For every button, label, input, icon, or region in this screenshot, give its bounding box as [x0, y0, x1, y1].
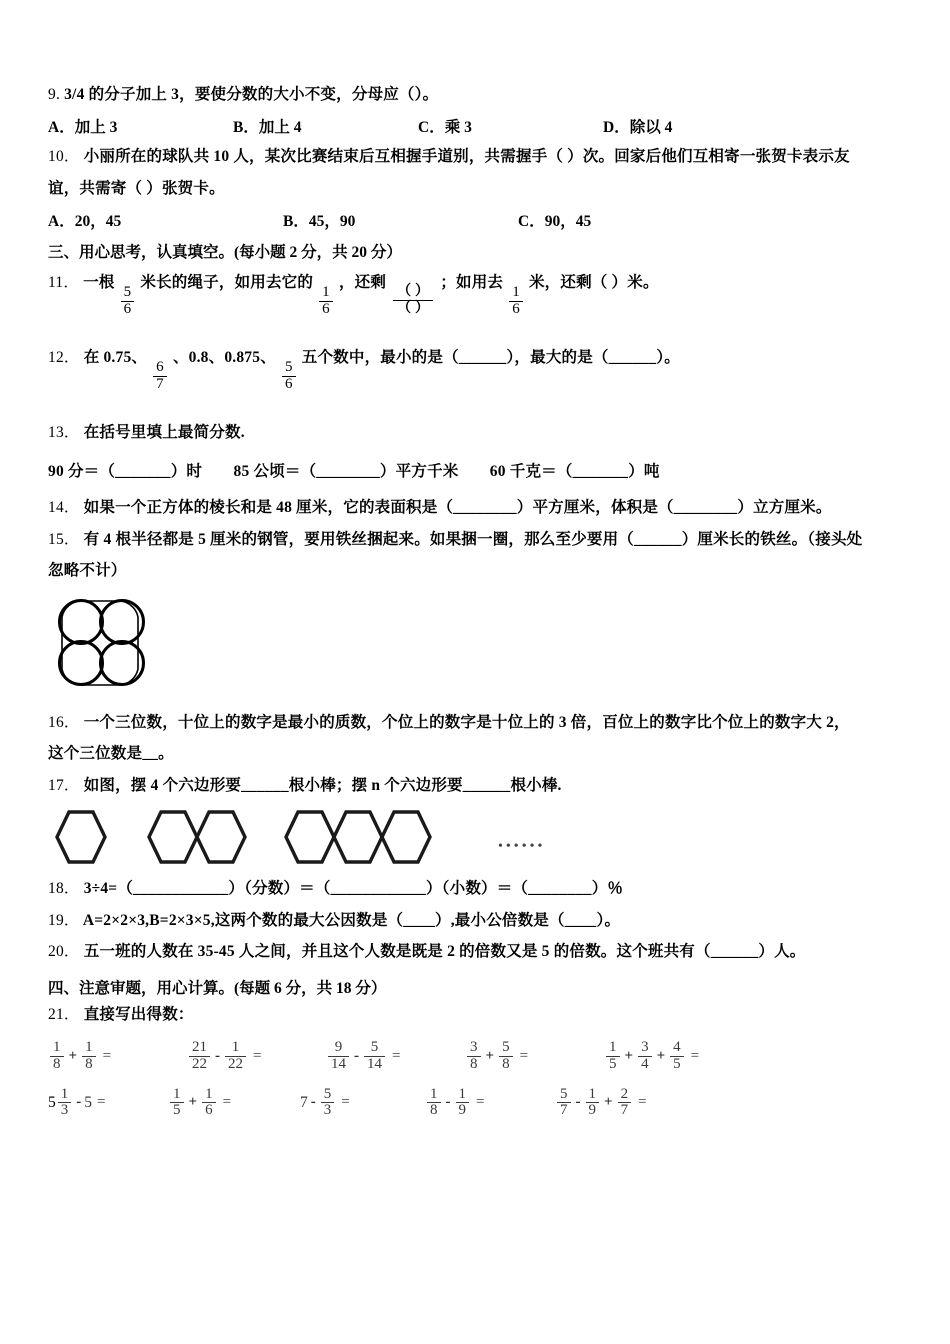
fraction-numerator: 1: [53, 1039, 61, 1056]
question-9-text: 3/4 的分子加上 3，要使分数的大小不变，分母应（）。: [64, 86, 439, 103]
question-12-number: 12．: [48, 349, 80, 367]
fraction-denominator: 5: [670, 1056, 684, 1073]
fraction-denominator: 8: [50, 1056, 64, 1073]
question-18-text[interactable]: 3÷4=（____________）（分数）＝（____________）（小数）＝（________）％: [83, 880, 624, 898]
blank-fraction-numerator: （ ）: [397, 284, 430, 300]
fraction-denominator: 14: [364, 1056, 385, 1073]
fraction-denominator: 9: [586, 1102, 600, 1119]
option-10-c-label: C．: [518, 213, 545, 231]
plus-operator: +: [604, 1094, 613, 1111]
fraction-numerator: 1: [231, 1039, 240, 1056]
fraction-3-8: [467, 1040, 481, 1073]
calculation-exercises: [48, 1040, 916, 1119]
question-12-part1: 在 0.75、: [83, 349, 148, 367]
four-circles-svg: [54, 597, 146, 689]
option-9-d[interactable]: [603, 115, 672, 137]
mixed-number: [48, 1087, 73, 1120]
fraction-denominator: 9: [456, 1102, 470, 1119]
whole-number: 5: [84, 1093, 92, 1111]
fraction-numerator: 21: [192, 1039, 207, 1056]
question-12-part3: 五个数中，最小的是（______），最大的是（______）。: [301, 349, 680, 367]
plus-operator: +: [68, 1047, 78, 1064]
fraction-denominator: 6: [282, 376, 296, 393]
fraction-5-3: [321, 1087, 335, 1120]
question-19-number: 19．: [48, 911, 80, 929]
option-10-c-text: 90，45: [544, 213, 592, 231]
question-11-part3: ，还剩: [338, 274, 387, 292]
fraction-9-14: [328, 1040, 349, 1073]
option-10-a[interactable]: [48, 209, 283, 231]
fraction-numerator: 1: [430, 1085, 438, 1102]
calculation-expression[interactable]: [604, 1040, 699, 1073]
fraction-denominator: 7: [557, 1102, 571, 1119]
circle-top-right: [101, 600, 144, 643]
question-10-number: 10．: [48, 148, 80, 166]
fraction-numerator: 1: [609, 1039, 617, 1056]
fraction-numerator: 1: [85, 1039, 93, 1056]
question-18: [48, 878, 916, 900]
question-21: [48, 1004, 916, 1026]
minus-operator: -: [76, 1094, 82, 1111]
four-circles-figure: [54, 597, 916, 694]
question-11-part4: ；如用去: [440, 274, 504, 292]
option-9-d-text: 除以 4: [629, 119, 673, 137]
option-10-b-label: B．: [283, 213, 309, 231]
fraction-4-5: [670, 1040, 684, 1073]
fraction-denominator: 6: [121, 301, 135, 318]
fraction-5-7: [557, 1087, 571, 1120]
calculation-expression[interactable]: [465, 1040, 604, 1073]
fraction-numerator: 1: [205, 1085, 213, 1102]
equals-sign: =: [341, 1094, 350, 1111]
question-18-number: 18．: [48, 880, 80, 898]
minus-operator: -: [575, 1094, 581, 1111]
fraction-denominator: 3: [321, 1102, 335, 1119]
plus-operator: +: [656, 1047, 666, 1064]
question-20-number: 20．: [48, 943, 80, 961]
circle-bottom-right: [101, 641, 144, 684]
hexagon-1: [57, 812, 105, 862]
question-21-number: 21．: [48, 1005, 80, 1023]
option-9-c-text: 乘 3: [444, 119, 472, 137]
question-12: [48, 347, 916, 392]
fraction-denominator: 5: [606, 1056, 620, 1073]
fraction-5-6-q12: [282, 360, 296, 393]
question-9-options: [48, 115, 916, 137]
fraction-numerator: 6: [156, 358, 164, 375]
question-20: [48, 941, 916, 963]
plus-operator: +: [624, 1047, 634, 1064]
fraction-denominator: 8: [427, 1102, 441, 1119]
question-14-number: 14．: [48, 499, 80, 517]
question-15-line2: 忽略不计）: [48, 562, 127, 580]
fraction-1-8: [82, 1040, 96, 1073]
question-14: [48, 497, 916, 519]
circle-top-left: [60, 600, 103, 643]
fraction-1-6-a: [319, 285, 333, 318]
question-16-number: 16．: [48, 713, 80, 731]
fraction-21-22: [189, 1040, 210, 1073]
fraction-6-7: [153, 360, 167, 393]
fraction-1-6: [202, 1087, 216, 1120]
question-19: [48, 910, 916, 932]
fraction-denominator: 22: [189, 1056, 210, 1073]
question-9: [48, 84, 916, 106]
equals-sign: =: [392, 1047, 401, 1064]
option-9-a[interactable]: [48, 115, 233, 137]
fraction-numerator: 5: [560, 1085, 568, 1102]
fraction-denominator: 7: [618, 1102, 632, 1119]
hexagon-2: [197, 812, 245, 862]
question-16-line2: 这个三位数是__。: [48, 745, 174, 763]
blank-fraction-denominator: （ ）: [393, 300, 433, 316]
hexagon-group-3: [283, 806, 436, 868]
question-17: [48, 775, 916, 797]
fraction-denominator: 6: [319, 301, 333, 318]
fraction-5-6: [121, 285, 135, 318]
question-19-text[interactable]: A=2×2×3,B=2×3×5,这两个数的最大公因数是（____）,最小公倍数是（____）。: [82, 911, 621, 929]
calculation-expression[interactable]: [187, 1040, 326, 1073]
fraction-denominator: 3: [58, 1102, 72, 1119]
exam-content: [48, 84, 916, 1125]
fraction-numerator: 4: [673, 1039, 681, 1056]
section-3-heading: 三、用心思考，认真填空。(每小题 2 分，共 20 分）: [48, 244, 402, 262]
calculation-expression[interactable]: [48, 1040, 187, 1073]
question-16-text-line1: 一个三位数，十位上的数字是最小的质数，个位上的数字是十位上的 3 倍，百位上的数字比个位上的数字大 2，: [83, 713, 850, 731]
fraction-denominator: 7: [153, 376, 167, 393]
hexagon-group-2: [146, 806, 251, 868]
sequence-ellipsis: ••••••: [498, 839, 546, 855]
question-17-text: 如图，摆 4 个六边形要______根小棒；摆 n 个六边形要______根小棒.: [83, 776, 562, 794]
question-15-line1: [48, 529, 916, 551]
fraction-denominator: 8: [82, 1056, 96, 1073]
question-15-text-line1: 有 4 根半径都是 5 厘米的钢管，要用铁丝捆起来。如果捆一圈，那么至少要用（______）厘米长的铁丝。（接头处: [83, 530, 863, 548]
fraction-numerator: 1: [458, 1085, 466, 1102]
equals-sign: =: [519, 1047, 529, 1064]
minus-operator: -: [215, 1047, 220, 1064]
equals-sign: =: [97, 1094, 106, 1111]
fraction-2-7: [618, 1087, 632, 1120]
fraction-numerator: 2: [620, 1085, 629, 1102]
minus-operator: -: [310, 1094, 316, 1111]
fraction-numerator: 1: [60, 1085, 69, 1102]
question-16-line1: [48, 712, 916, 734]
fraction-numerator: 5: [323, 1085, 332, 1102]
fraction-numerator: 1: [588, 1085, 596, 1102]
option-9-b-label: B．: [233, 119, 259, 137]
option-9-a-label: A．: [48, 119, 75, 137]
fraction-denominator: 5: [170, 1102, 184, 1119]
option-9-a-text: 加上 3: [74, 119, 118, 137]
calculation-row-1: [48, 1040, 916, 1073]
fraction-1-9: [456, 1087, 470, 1120]
fraction-numerator: 5: [370, 1039, 379, 1056]
calculation-row-2: [48, 1087, 916, 1120]
equals-sign: =: [638, 1094, 647, 1111]
equals-sign: =: [476, 1094, 485, 1111]
fraction-1-5: [170, 1087, 184, 1120]
question-21-text: 直接写出得数：: [83, 1005, 194, 1023]
option-10-b[interactable]: [283, 209, 518, 231]
question-11-part1: 一根: [83, 274, 115, 292]
minus-operator: -: [445, 1094, 451, 1111]
fraction-numerator: 5: [123, 283, 132, 300]
option-9-c-label: C．: [418, 119, 445, 137]
hexagon-3: [382, 812, 430, 862]
fraction-numerator: 5: [502, 1039, 510, 1056]
fraction-1-22: [225, 1040, 246, 1073]
calculation-expression[interactable]: [555, 1087, 647, 1120]
option-10-c[interactable]: [518, 209, 591, 231]
fraction-denominator: 14: [328, 1056, 349, 1073]
plus-operator: +: [188, 1094, 198, 1111]
fraction-denominator: 22: [225, 1056, 246, 1073]
fraction-5-14: [364, 1040, 385, 1073]
option-10-a-text: 20，45: [74, 213, 122, 231]
option-10-a-label: A．: [48, 213, 75, 231]
fraction-1-8: [50, 1040, 64, 1073]
question-14-text: 如果一个正方体的棱长和是 48 厘米，它的表面积是（________）平方厘米，体积是（________）立方厘米。: [83, 499, 832, 517]
whole-number: 7: [300, 1093, 308, 1111]
question-11-part2: 米长的绳子，如用去它的: [140, 274, 314, 292]
question-13: [48, 422, 916, 444]
fraction-denominator: 8: [499, 1056, 513, 1073]
question-11-part5: 米，还剩（ ）米。: [528, 274, 659, 292]
equals-sign: =: [690, 1047, 700, 1064]
option-9-c[interactable]: [418, 115, 603, 137]
minus-operator: -: [354, 1047, 359, 1064]
question-11: [48, 272, 916, 317]
question-10-text-line1: 小丽所在的球队共 10 人，某次比赛结束后互相握手道别，共需握手（ ）次。回家后他们互相寄一张贺卡表示友: [83, 148, 850, 166]
fraction-3-4: [638, 1040, 652, 1073]
question-9-number: 9.: [48, 86, 61, 103]
option-9-b[interactable]: [233, 115, 418, 137]
fraction-denominator: 6: [202, 1102, 216, 1119]
fraction-1-3: [58, 1087, 72, 1120]
calculation-expression[interactable]: [326, 1040, 465, 1073]
hexagon-1: [286, 812, 334, 862]
fraction-numerator: 1: [322, 283, 330, 300]
question-13-line2[interactable]: 90 分＝（_______）时 85 公顷＝（________）平方千米 60 千克＝（_______）吨: [48, 462, 660, 480]
fraction-numerator: 1: [512, 283, 520, 300]
question-13-text: 在括号里填上最简分数.: [83, 424, 245, 442]
option-10-b-text: 45，90: [308, 213, 356, 231]
question-10-line2: 谊，共需寄（ ）张贺卡。: [48, 179, 225, 197]
hexagon-group-1: [54, 806, 114, 868]
equals-sign: =: [222, 1094, 232, 1111]
question-11-number: 11．: [48, 274, 80, 292]
fraction-numerator: 3: [641, 1039, 649, 1056]
fraction-denominator: 4: [638, 1056, 652, 1073]
fraction-5-8: [499, 1040, 513, 1073]
section-4-heading: 四、注意审题，用心计算。(每题 6 分，共 18 分）: [48, 979, 387, 997]
fraction-denominator: 6: [509, 301, 523, 318]
option-9-b-text: 加上 4: [258, 119, 302, 137]
calculation-expression[interactable]: [48, 1087, 168, 1120]
calculation-expression[interactable]: [168, 1087, 300, 1120]
fraction-denominator: 8: [467, 1056, 481, 1073]
circle-bottom-left: [60, 641, 103, 684]
fraction-1-9: [586, 1087, 600, 1120]
fraction-numerator: 5: [284, 358, 293, 375]
blank-fraction-answer[interactable]: [391, 284, 435, 316]
fraction-numerator: 9: [334, 1039, 343, 1056]
fraction-1-8: [427, 1087, 441, 1120]
equals-sign: =: [253, 1047, 262, 1064]
calculation-expression[interactable]: [425, 1087, 555, 1120]
hexagon-1: [149, 812, 197, 862]
question-15-number: 15．: [48, 530, 80, 548]
question-10-line1: [48, 146, 916, 168]
hexagon-sequence-figure: [54, 806, 916, 868]
fraction-numerator: 3: [470, 1039, 478, 1056]
question-20-text[interactable]: 五一班的人数在 35-45 人之间，并且这个人数是既是 2 的倍数又是 5 的倍数。这个班共有（______）人。: [83, 943, 806, 961]
question-12-part2: 、0.8、0.875、: [172, 349, 276, 367]
equals-sign: =: [102, 1047, 112, 1064]
fraction-numerator: 1: [173, 1085, 181, 1102]
plus-operator: +: [485, 1047, 495, 1064]
question-10-options: [48, 209, 916, 231]
calculation-expression[interactable]: [300, 1087, 425, 1120]
mixed-whole-part: 5: [48, 1093, 56, 1111]
hexagon-2: [334, 812, 382, 862]
option-9-d-label: D．: [603, 119, 630, 137]
fraction-1-6-b: [509, 285, 523, 318]
question-17-number: 17．: [48, 776, 80, 794]
question-13-number: 13．: [48, 424, 80, 442]
fraction-1-5: [606, 1040, 620, 1073]
